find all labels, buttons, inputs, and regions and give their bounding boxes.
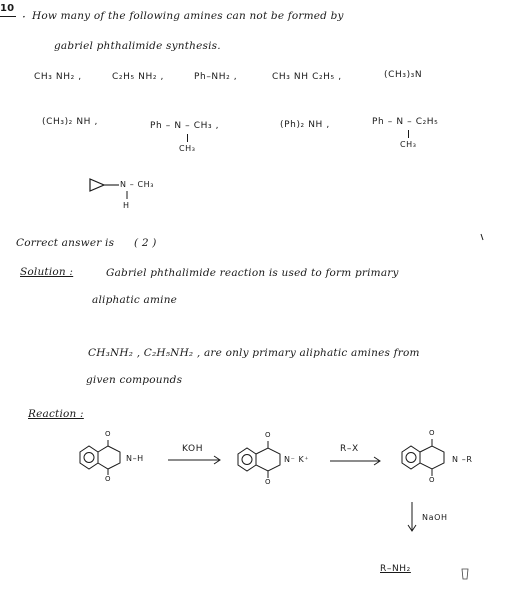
cyclopropyl-n-ch3: N – CH₃ (120, 180, 155, 189)
scribble-mark (462, 569, 468, 579)
cyclopropyl-h: H (123, 201, 130, 210)
phthalimide-nh: N–H (126, 454, 144, 463)
reagent-rx: R–X (340, 444, 359, 454)
solution-line4: given compounds (86, 374, 183, 386)
k-phthalimide-o-bottom: O (265, 478, 272, 486)
question-text-line1: How many of the following amines can not be formed by (32, 10, 344, 22)
bullet-dot: · (22, 10, 27, 24)
solution-line1: Gabriel phthalimide reaction is used to form primary (106, 267, 399, 279)
phthalimide-o-top: O (105, 430, 112, 438)
compound-trimethylamine: (CH₃)₃N (384, 70, 423, 80)
potassium-phthalimide-structure (238, 441, 280, 478)
phthalimide-o-bottom: O (105, 475, 112, 483)
compound-diphenylamine: (Ph)₂ NH , (280, 120, 330, 130)
n-alkyl-o-top: O (429, 429, 436, 437)
compound-n-methylethylamine: CH₃ NH C₂H₅ , (272, 72, 342, 82)
cyclopropane-ring (90, 179, 104, 191)
solution-line2: aliphatic amine (92, 294, 178, 306)
compound-n-ethyl-n-methylaniline-sub: CH₃ (400, 140, 417, 149)
n-alkyl-nr: N –R (452, 455, 473, 464)
answer-value: ( 2 ) (134, 237, 157, 249)
n-alkyl-phthalimide-structure (402, 439, 444, 476)
product-amine: R–NH₂ (380, 564, 411, 574)
k-phthalimide-nk: N⁻ K⁺ (284, 455, 310, 464)
compound-aniline: Ph–NH₂ , (194, 72, 238, 82)
question-number: 10 (0, 3, 15, 14)
question-text-line2: gabriel phthalimide synthesis. (54, 40, 221, 52)
reagent-koh: KOH (182, 444, 204, 454)
reaction-label: Reaction : (28, 408, 84, 420)
answer-label: Correct answer is (16, 237, 115, 249)
compound-ethylamine: C₂H₅ NH₂ , (112, 72, 164, 82)
reagent-naoh: NaOH (422, 513, 448, 522)
solution-label: Solution : (20, 266, 74, 278)
compound-n-ethyl-n-methylaniline: Ph – N – C₂H₅ (372, 117, 439, 127)
k-phthalimide-o-top: O (265, 431, 272, 439)
compound-n-methyl-n-methylaniline-sub: CH₃ (179, 144, 196, 153)
compound-n-methyl-n-methylaniline: Ph – N – CH₃ , (150, 121, 220, 131)
phthalimide-structure (80, 440, 120, 475)
n-alkyl-o-bottom: O (429, 476, 436, 484)
solution-line3: CH₃NH₂ , C₂H₅NH₂ , are only primary aliphatic amines from (88, 347, 420, 359)
tick-mark (481, 234, 483, 240)
compound-dimethylamine: (CH₃)₂ NH , (42, 117, 98, 127)
compound-methylamine: CH₃ NH₂ , (34, 72, 82, 82)
